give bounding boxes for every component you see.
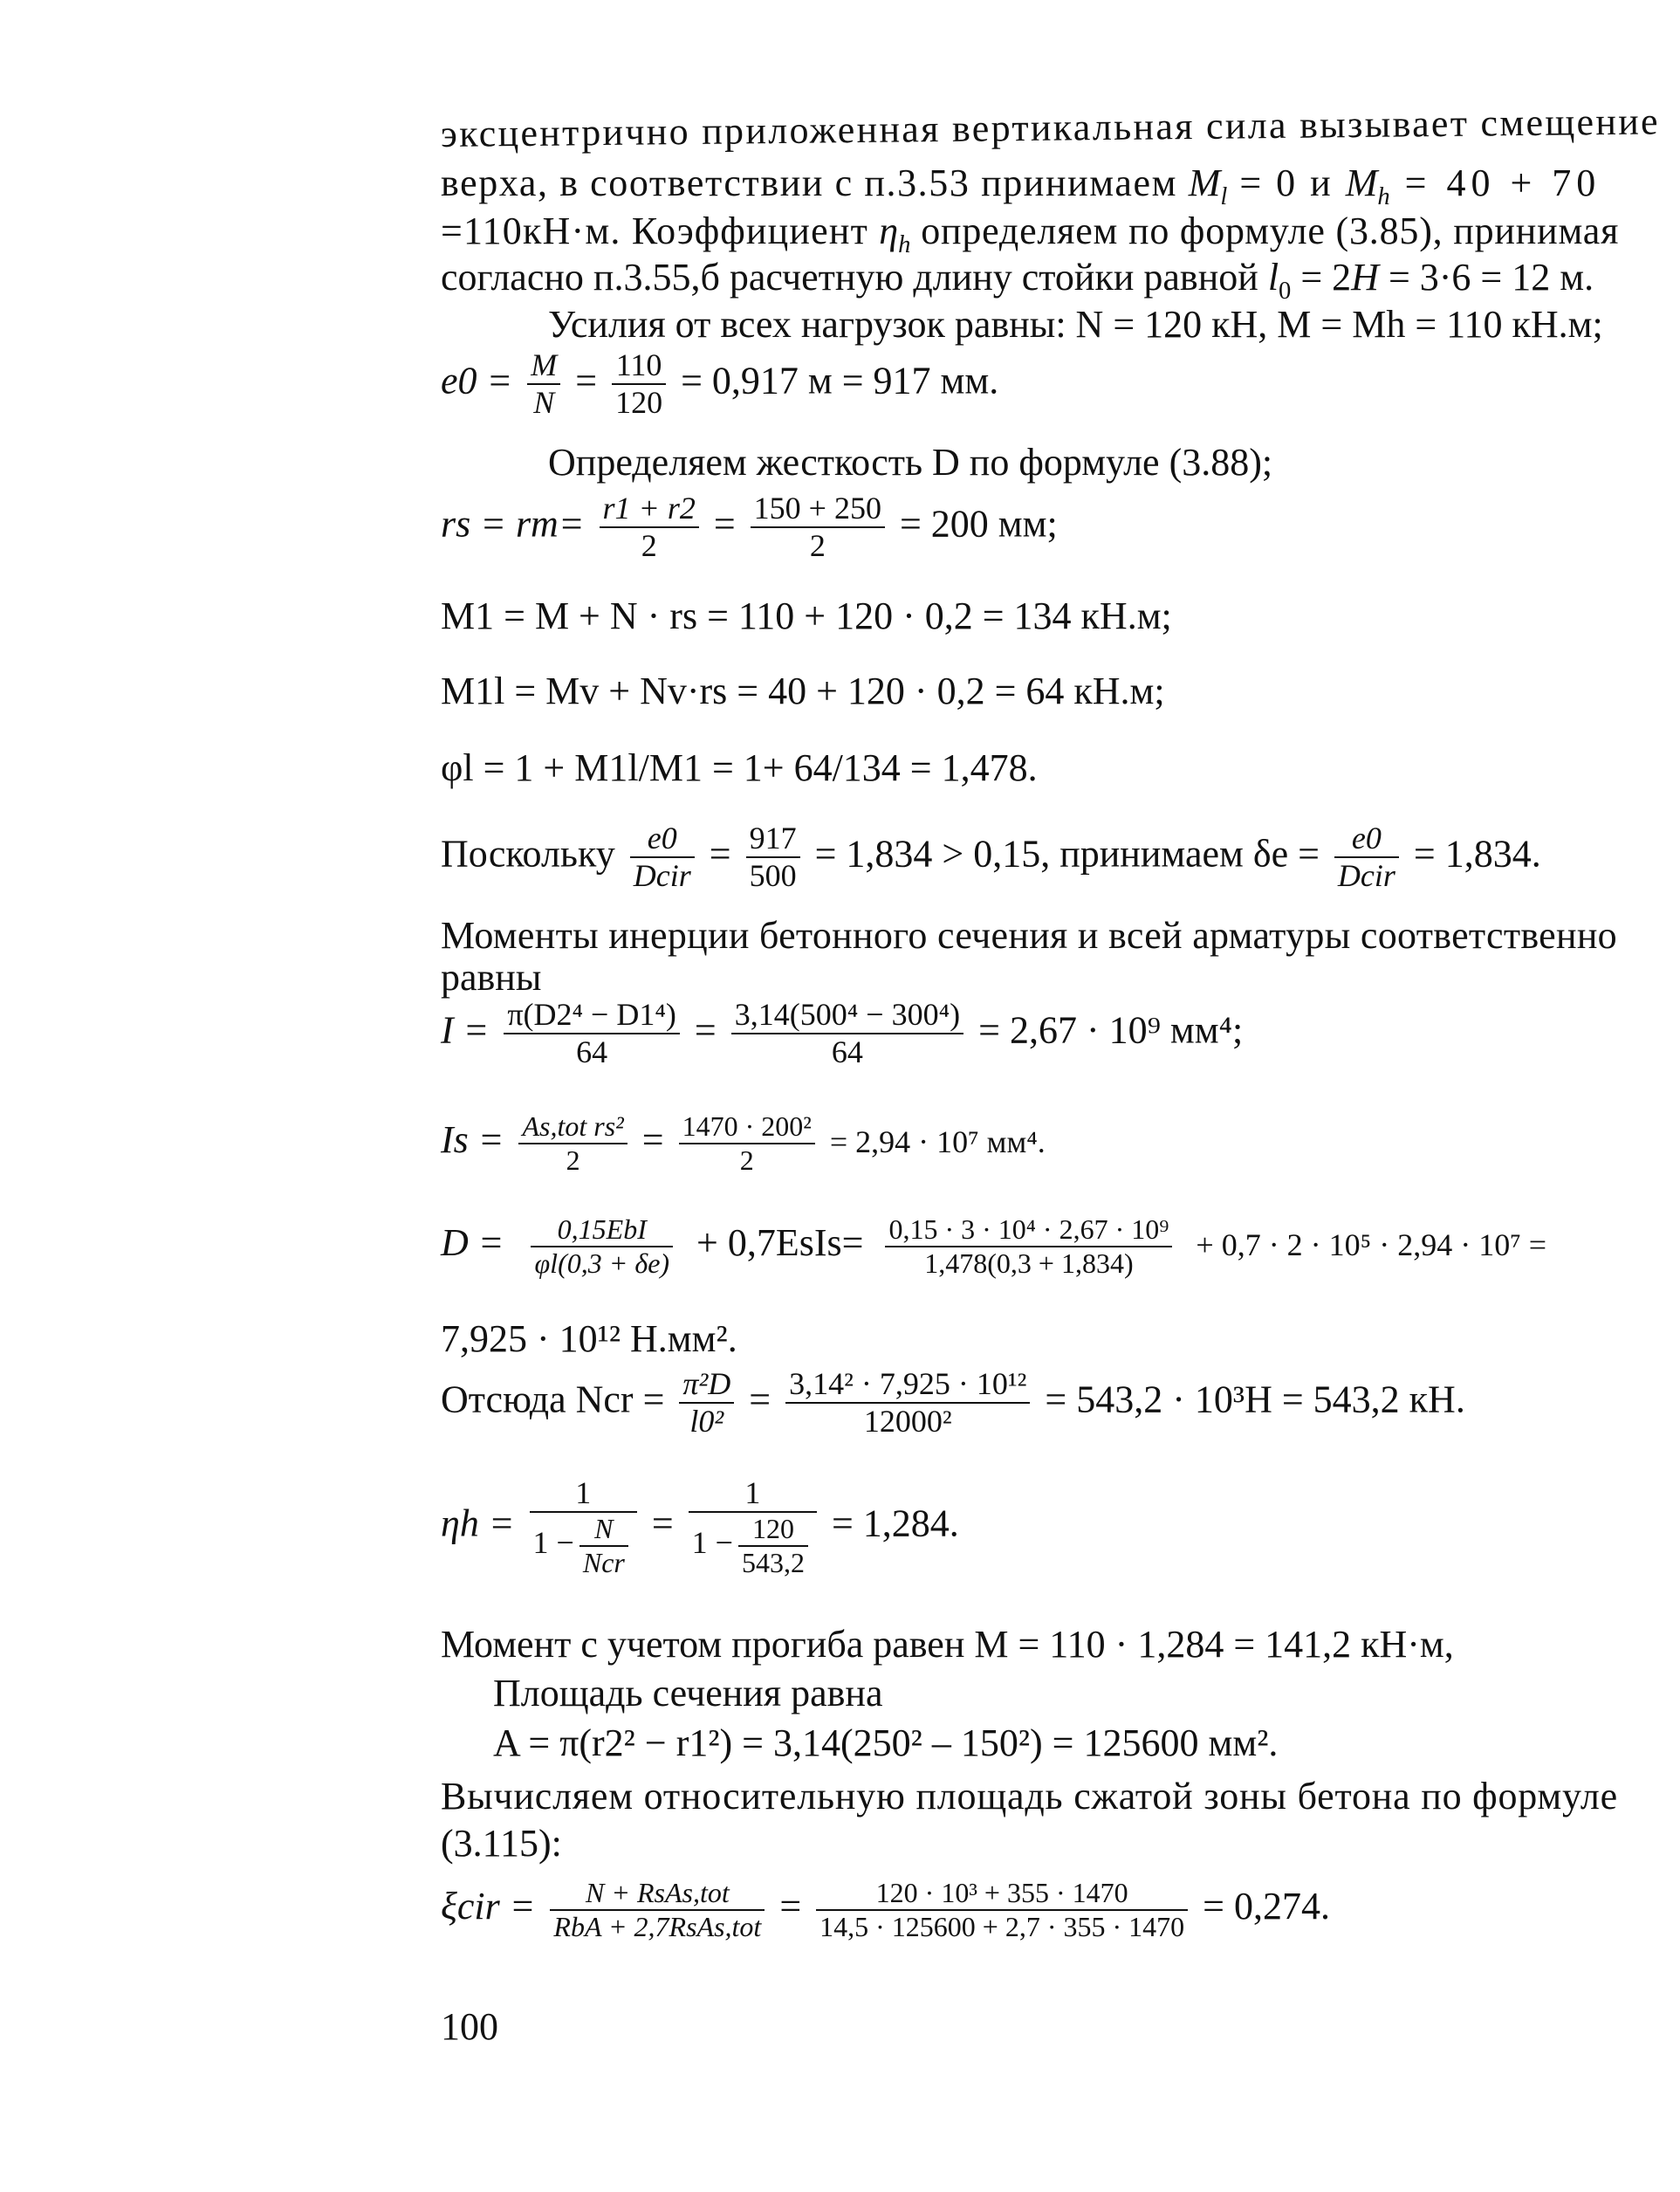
rhs: = 0,917 м = 917 мм.	[681, 359, 999, 402]
text: M1l = Mv + Nv·rs = 40 + 120 · 0,2 = 64 кН.м;	[441, 670, 1165, 712]
Is-formula	[441, 1110, 1046, 1206]
text: Вычисляем относительную площадь сжатой зоны бетона по формуле	[441, 1775, 1619, 1818]
rs-formula	[441, 491, 1058, 578]
text: + 0,7 · 2 · 10⁵ · 2,94 · 10⁷ =	[1196, 1227, 1547, 1262]
text: = 40 + 70	[1389, 161, 1601, 204]
denominator: φl(0,3 + δe)	[534, 1247, 670, 1279]
denominator	[689, 1513, 817, 1579]
fraction	[689, 1475, 817, 1579]
fraction	[550, 1877, 765, 1943]
denominator: 120	[615, 385, 663, 421]
xi-line1	[441, 1777, 1618, 1816]
numerator: 1	[530, 1475, 637, 1513]
numerator: 1	[689, 1475, 817, 1513]
fraction	[885, 1213, 1172, 1280]
denominator: 12000²	[863, 1404, 952, 1440]
fraction	[518, 1110, 627, 1177]
denominator: Dcir	[1337, 858, 1395, 894]
denominator: 1,478(0,3 + 1,834)	[924, 1247, 1134, 1279]
subscript: h	[898, 230, 911, 258]
numerator: e0	[1334, 821, 1399, 858]
xi-line2	[441, 1824, 562, 1863]
equals: =	[641, 1117, 664, 1161]
lhs: I =	[441, 1008, 490, 1052]
lhs: ξcir =	[441, 1884, 536, 1927]
text: согласно п.3.55,б расчетную длину стойки равной	[441, 256, 1268, 299]
delta-formula	[441, 821, 1541, 908]
denominator: 64	[831, 1034, 863, 1070]
inertia-line2	[441, 956, 542, 999]
symbol-M: M	[1188, 161, 1221, 204]
text: 7,925 · 10¹² Н.мм².	[441, 1317, 737, 1360]
numerator: π²D	[679, 1366, 734, 1404]
numerator: 120 · 10³ + 355 · 1470	[816, 1877, 1188, 1911]
denominator: 2	[739, 1144, 754, 1176]
symbol-M: M	[1345, 161, 1378, 204]
numerator: 3,14(500⁴ − 300⁴)	[731, 997, 963, 1034]
numerator: 917	[746, 821, 800, 858]
text: эксцентрично приложенная вертикальная сила вызывает смещение	[440, 100, 1661, 155]
lhs: D =	[441, 1220, 504, 1264]
area-heading	[493, 1674, 882, 1713]
text: = 2	[1291, 256, 1352, 299]
numerator: As,tot rs²	[518, 1110, 627, 1144]
page-number-text: 100	[441, 2005, 498, 2048]
text: (3.115):	[441, 1822, 562, 1865]
text: Момент с учетом прогиба равен M = 110 · 1,284 = 141,2 кН·м,	[441, 1623, 1454, 1666]
I-formula	[441, 997, 1243, 1093]
lhs: ηh =	[441, 1501, 515, 1545]
text: 1 −	[691, 1525, 733, 1561]
text: верха, в соответствии с п.3.53 принимаем	[441, 161, 1189, 204]
numerator: 3,14² · 7,925 · 10¹²	[785, 1366, 1030, 1404]
text: φl = 1 + M1l/M1 = 1+ 64/134 = 1,478.	[441, 746, 1038, 789]
e0-formula	[441, 347, 998, 435]
xi-formula	[441, 1877, 1330, 1973]
eta-formula	[441, 1475, 959, 1606]
rhs: = 0,274.	[1203, 1884, 1330, 1927]
area-formula	[493, 1721, 1279, 1764]
denominator: 500	[749, 858, 797, 894]
fraction	[1334, 821, 1399, 895]
D-formula	[441, 1213, 1546, 1309]
fraction	[612, 347, 666, 422]
fraction	[746, 821, 800, 895]
denominator: l0²	[689, 1404, 724, 1440]
denominator: 2	[566, 1144, 580, 1176]
rhs: = 543,2 · 10³Н = 543,2 кН.	[1045, 1378, 1465, 1421]
fraction	[679, 1366, 734, 1440]
D-result	[441, 1317, 737, 1360]
denominator: 2	[641, 528, 657, 564]
rhs: = 1,284.	[831, 1501, 959, 1545]
numerator: 150 + 250	[751, 491, 885, 528]
symbol-l: l	[1267, 256, 1279, 299]
subscript: 0	[1279, 277, 1292, 305]
M1l-formula	[441, 672, 1165, 711]
numerator: π(D2⁴ − D1⁴)	[504, 997, 680, 1034]
text: = 0 и	[1227, 161, 1346, 204]
fraction	[600, 491, 699, 565]
lhs: e0 =	[441, 359, 513, 402]
text: + 0,7EsIs=	[696, 1220, 864, 1264]
text: Усилия от всех нагрузок равны: N = 120 кН, M = Mh = 110 кН.м;	[548, 303, 1603, 346]
equals: =	[651, 1501, 674, 1545]
numerator: e0	[630, 821, 695, 858]
denominator: Dcir	[633, 858, 691, 894]
phi-formula	[441, 746, 1038, 789]
lhs: Is =	[441, 1117, 504, 1161]
stiffness-heading	[548, 443, 1272, 482]
text: Площадь сечения равна	[493, 1672, 883, 1714]
Ncr-formula	[441, 1366, 1465, 1462]
equals: =	[575, 359, 598, 402]
moment-line	[441, 1625, 1454, 1664]
text: = 3·6 = 12 м.	[1378, 256, 1594, 299]
text: Моменты инерции бетонного сечения и всей арматуры соответственно	[441, 914, 1617, 957]
forces-line	[548, 303, 1603, 346]
para1-line2	[441, 161, 1601, 210]
text: равны	[441, 956, 542, 999]
denominator: Ncr	[582, 1547, 625, 1579]
symbol-eta: η	[879, 210, 899, 252]
fraction	[531, 1213, 673, 1280]
page-number	[441, 2005, 498, 2048]
subscript: l	[1220, 182, 1228, 210]
text: =110кН·м. Коэффициент	[441, 210, 880, 252]
numerator: 120	[738, 1513, 808, 1547]
numerator: r1 + r2	[600, 491, 699, 528]
text: = 1,834 > 0,15, принимаем δe =	[814, 832, 1320, 876]
text: = 1,834.	[1413, 832, 1541, 876]
denominator: N	[533, 385, 555, 421]
text: A = π(r2² − r1²) = 3,14(250² – 150²) = 125600 мм².	[493, 1721, 1279, 1764]
text: Определяем жесткость D по формуле (3.88);	[548, 441, 1273, 484]
fraction	[731, 997, 963, 1071]
M1-formula	[441, 594, 1172, 637]
fraction	[527, 347, 560, 422]
rhs: = 2,67 · 10⁹ мм⁴;	[978, 1008, 1244, 1052]
denominator: RbA + 2,7RsAs,tot	[553, 1910, 762, 1942]
equals: =	[709, 832, 731, 876]
denominator: 2	[809, 528, 826, 564]
numerator: 0,15EbI	[531, 1213, 673, 1247]
denominator: 543,2	[741, 1547, 805, 1579]
numerator: M	[527, 347, 560, 385]
rhs: = 200 мм;	[899, 502, 1058, 546]
numerator: 0,15 · 3 · 10⁴ · 2,67 · 10⁹	[885, 1213, 1172, 1247]
fraction	[579, 1513, 628, 1579]
numerator: N + RsAs,tot	[550, 1877, 765, 1911]
text: M1 = M + N · rs = 110 + 120 · 0,2 = 134 кН.м;	[441, 594, 1172, 637]
fraction	[816, 1877, 1188, 1943]
equals: =	[713, 502, 736, 546]
text: определяем по формуле (3.85), принимая	[910, 210, 1620, 252]
para1-line4	[441, 256, 1594, 305]
symbol-H: H	[1351, 256, 1379, 299]
fraction	[630, 821, 695, 895]
fraction	[504, 997, 680, 1071]
inertia-line1	[441, 914, 1617, 957]
rhs: = 2,94 · 10⁷ мм⁴.	[829, 1123, 1046, 1159]
fraction	[785, 1366, 1030, 1440]
para1-line3	[441, 210, 1620, 258]
fraction	[751, 491, 885, 565]
numerator: N	[579, 1513, 628, 1547]
text: Поскольку	[441, 832, 615, 876]
equals: =	[779, 1884, 802, 1927]
fraction	[738, 1513, 808, 1579]
lhs: rs = rm=	[441, 502, 585, 546]
para1-line1	[440, 100, 1661, 155]
denominator	[530, 1513, 637, 1579]
denominator: 14,5 · 125600 + 2,7 · 355 · 1470	[819, 1910, 1185, 1942]
subscript: h	[1377, 182, 1390, 210]
numerator: 110	[612, 347, 666, 385]
fraction	[679, 1110, 815, 1177]
numerator: 1470 · 200²	[679, 1110, 815, 1144]
equals: =	[694, 1008, 717, 1052]
text: 1 −	[532, 1525, 574, 1561]
denominator: 64	[576, 1034, 608, 1070]
lhs: Отсюда Ncr =	[441, 1378, 665, 1421]
fraction	[530, 1475, 637, 1579]
equals: =	[749, 1378, 771, 1421]
